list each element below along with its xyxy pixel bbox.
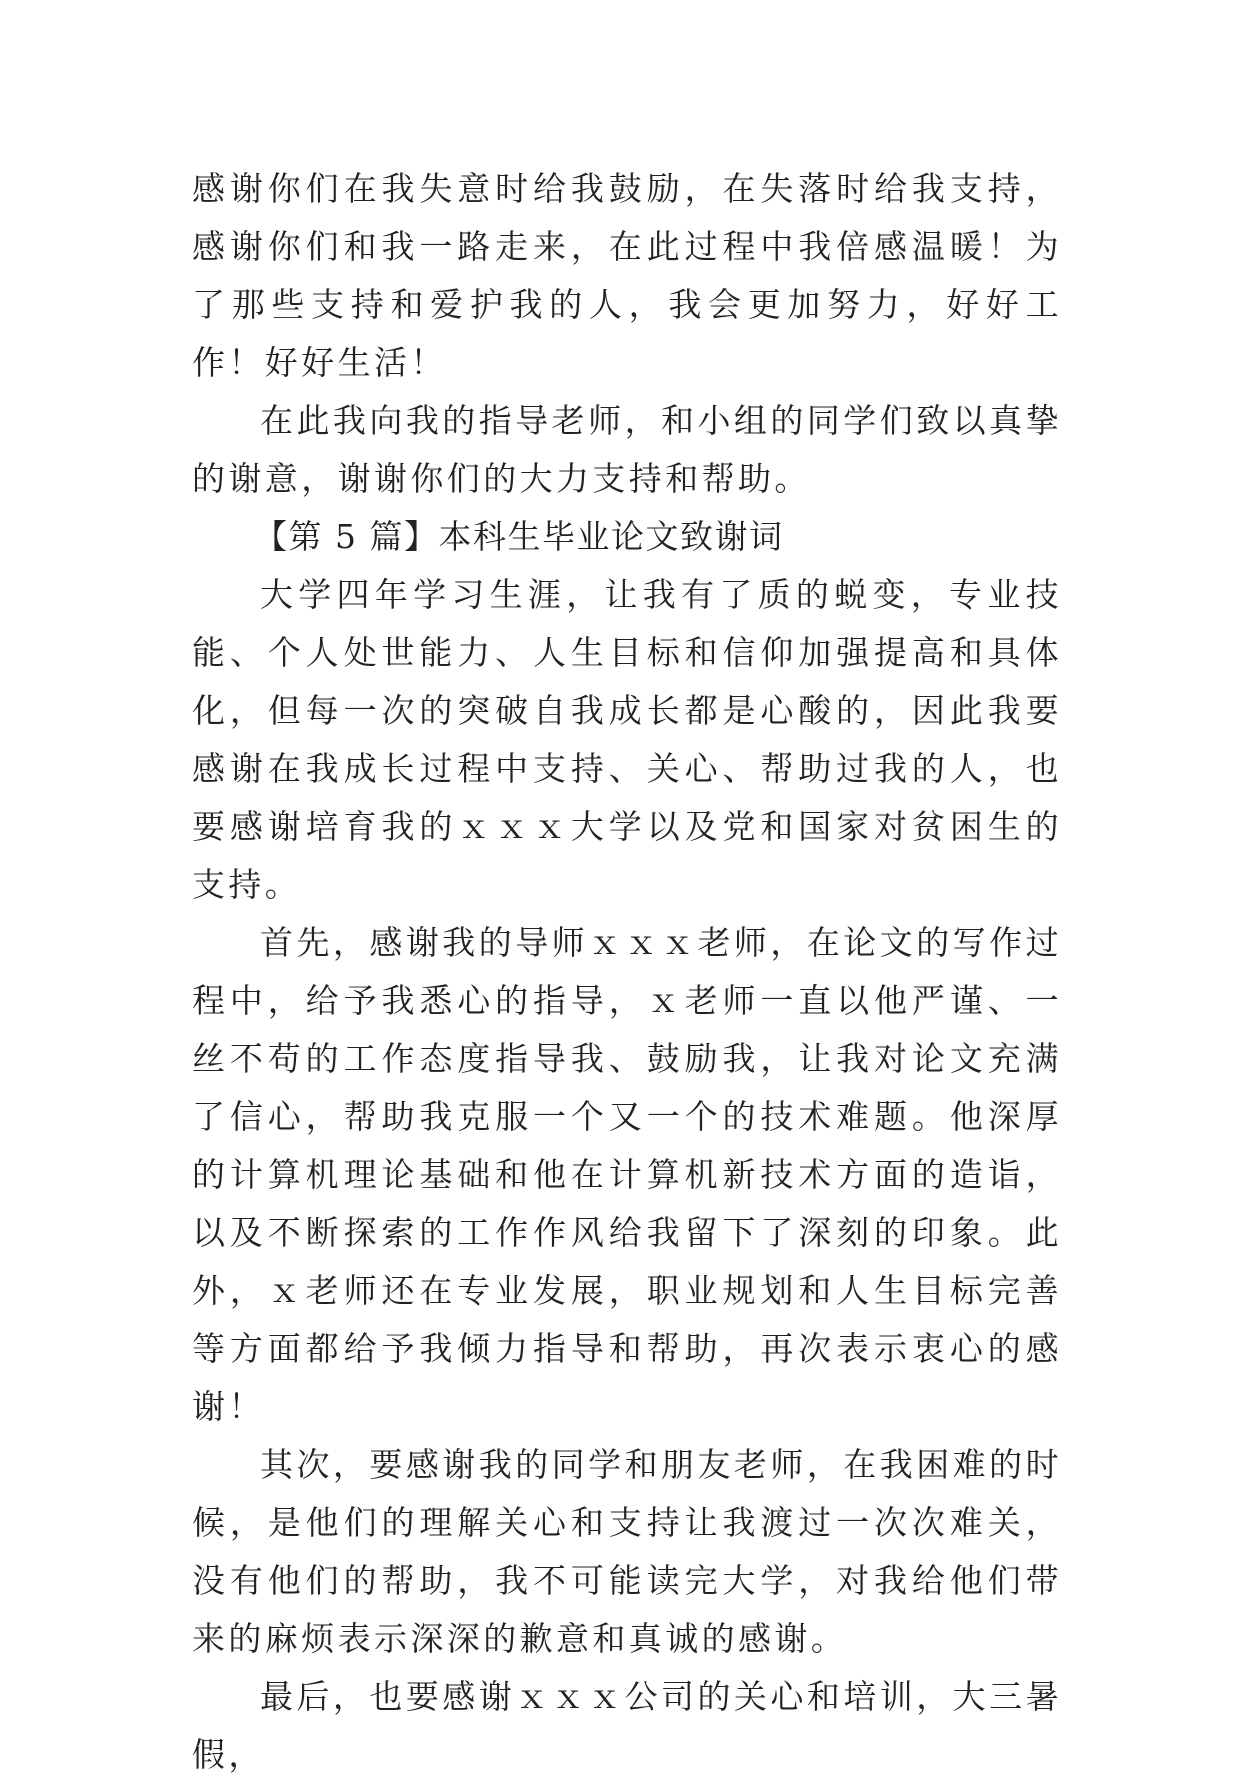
document-body	[192, 160, 1062, 1784]
section-heading: 【第 5 篇】本科生毕业论文致谢词	[254, 517, 784, 556]
paragraph-thanks-company: 最后，也要感谢ｘｘｘ公司的关心和培训，大三暑假，	[192, 1677, 1062, 1774]
paragraph-thanks-advisor-group: 在此我向我的指导老师，和小组的同学们致以真挚的谢意，谢谢你们的大力支持和帮助。	[192, 401, 1062, 498]
paragraph-thanks-classmates: 其次，要感谢我的同学和朋友老师，在我困难的时候，是他们的理解关心和支持让我渡过一次次难关，没有他们的帮助，我不可能读完大学，对我给他们带来的麻烦表示深深的歉意和真诚的感谢。	[192, 1445, 1062, 1658]
paragraph-thanks-support: 感谢你们在我失意时给我鼓励，在失落时给我支持，感谢你们和我一路走来，在此过程中我倍感温暖！为了那些支持和爱护我的人，我会更加努力，好好工作！好好生活！	[192, 169, 1062, 382]
paragraph-university-years: 大学四年学习生涯，让我有了质的蜕变，专业技能、个人处世能力、人生目标和信仰加强提高和具体化，但每一次的突破自我成长都是心酸的，因此我要感谢在我成长过程中支持、关心、帮助过我的人，也要感谢培育我的ｘｘｘ大学以及党和国家对贫困生的支持。	[192, 575, 1062, 904]
paragraph-thanks-mentor: 首先，感谢我的导师ｘｘｘ老师，在论文的写作过程中，给予我悉心的指导，ｘ老师一直以他严谨、一丝不苟的工作态度指导我、鼓励我，让我对论文充满了信心，帮助我克服一个又一个的技术难题。他深厚的计算机理论基础和他在计算机新技术方面的造诣，以及不断探索的工作作风给我留下了深刻的印象。此外，ｘ老师还在专业发展，职业规划和人生目标完善等方面都给予我倾力指导和帮助，再次表示衷心的感谢！	[192, 923, 1062, 1426]
